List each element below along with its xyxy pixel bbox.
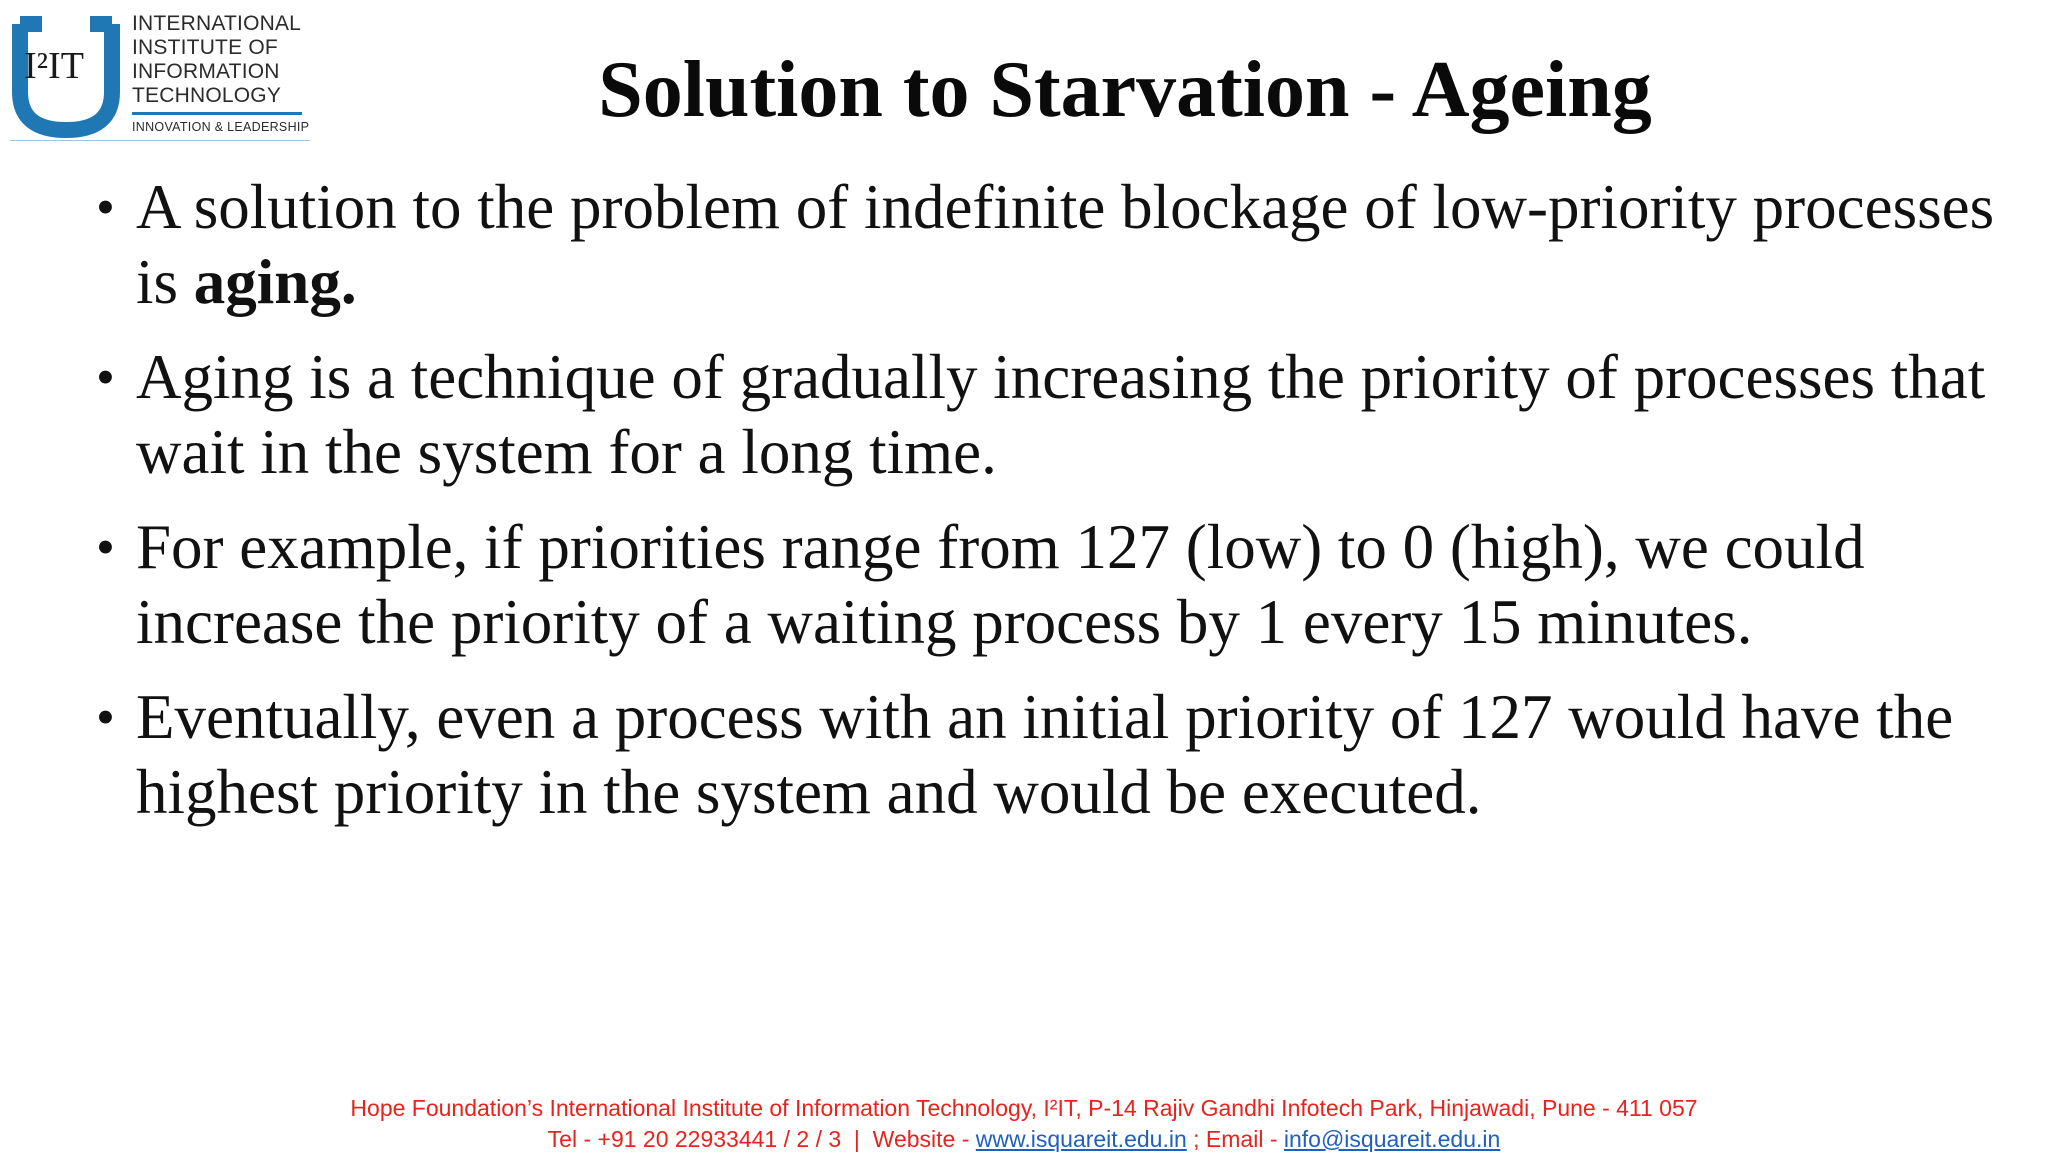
logo-wordmark (132, 12, 309, 135)
bullet-text: Eventually, even a process with an initial priority of 127 would have the highest priority in the system and would be executed. (136, 682, 1954, 827)
logo-divider (10, 140, 310, 141)
i2it-logo-mark-icon (10, 14, 122, 138)
logo-line-3: INFORMATION (132, 60, 280, 83)
footer-phone: Tel - +91 20 22933441 / 2 / 3 | Website - (547, 1126, 976, 1152)
bullet-item (96, 340, 1996, 490)
slide-title: Solution to Starvation - Ageing (598, 46, 1652, 134)
website-link[interactable]: www.isquareit.edu.in (975, 1126, 1187, 1152)
bullet-item (96, 170, 1996, 320)
bullet-item (96, 680, 1996, 830)
footer-contact (0, 1124, 2048, 1155)
bullet-text: For example, if priorities range from 127 (low) to 0 (high), we could increase the priority of a waiting process by 1 every 15 minutes. (136, 512, 1865, 657)
logo-mark-text: I²IT (24, 45, 84, 87)
footer-address: Hope Foundation’s International Institute of Information Technology, I²IT, P-14 Rajiv Gandhi Infotech Park, Hinjawadi, Pune - 411 057 (350, 1095, 1698, 1121)
bullet-list (96, 170, 1996, 850)
footer-email-label: ; Email - (1186, 1126, 1284, 1152)
bullet-point-icon: • (96, 347, 115, 407)
logo-line-1: INTERNATIONAL (132, 12, 302, 35)
logo-tagline: INNOVATION & LEADERSHIP (132, 120, 310, 134)
footer (0, 1093, 2048, 1155)
bullet-bold-term: aging. (193, 247, 357, 317)
bullet-text: Aging is a technique of gradually increasing the priority of processes that wait in the system for a long time. (136, 342, 1986, 487)
logo-line-2: INSTITUTE OF (132, 36, 278, 59)
bullet-point-icon: • (96, 177, 115, 237)
institute-logo (6, 8, 310, 143)
logo-rule (132, 112, 302, 115)
email-link[interactable]: info@isquareit.edu.in (1283, 1126, 1501, 1152)
bullet-point-icon: • (96, 687, 115, 747)
bullet-text: A solution to the problem of indefinite blockage of low-priority processes is (136, 172, 1995, 317)
bullet-point-icon: • (96, 517, 115, 577)
logo-line-4: TECHNOLOGY (132, 84, 282, 107)
bullet-item (96, 510, 1996, 660)
